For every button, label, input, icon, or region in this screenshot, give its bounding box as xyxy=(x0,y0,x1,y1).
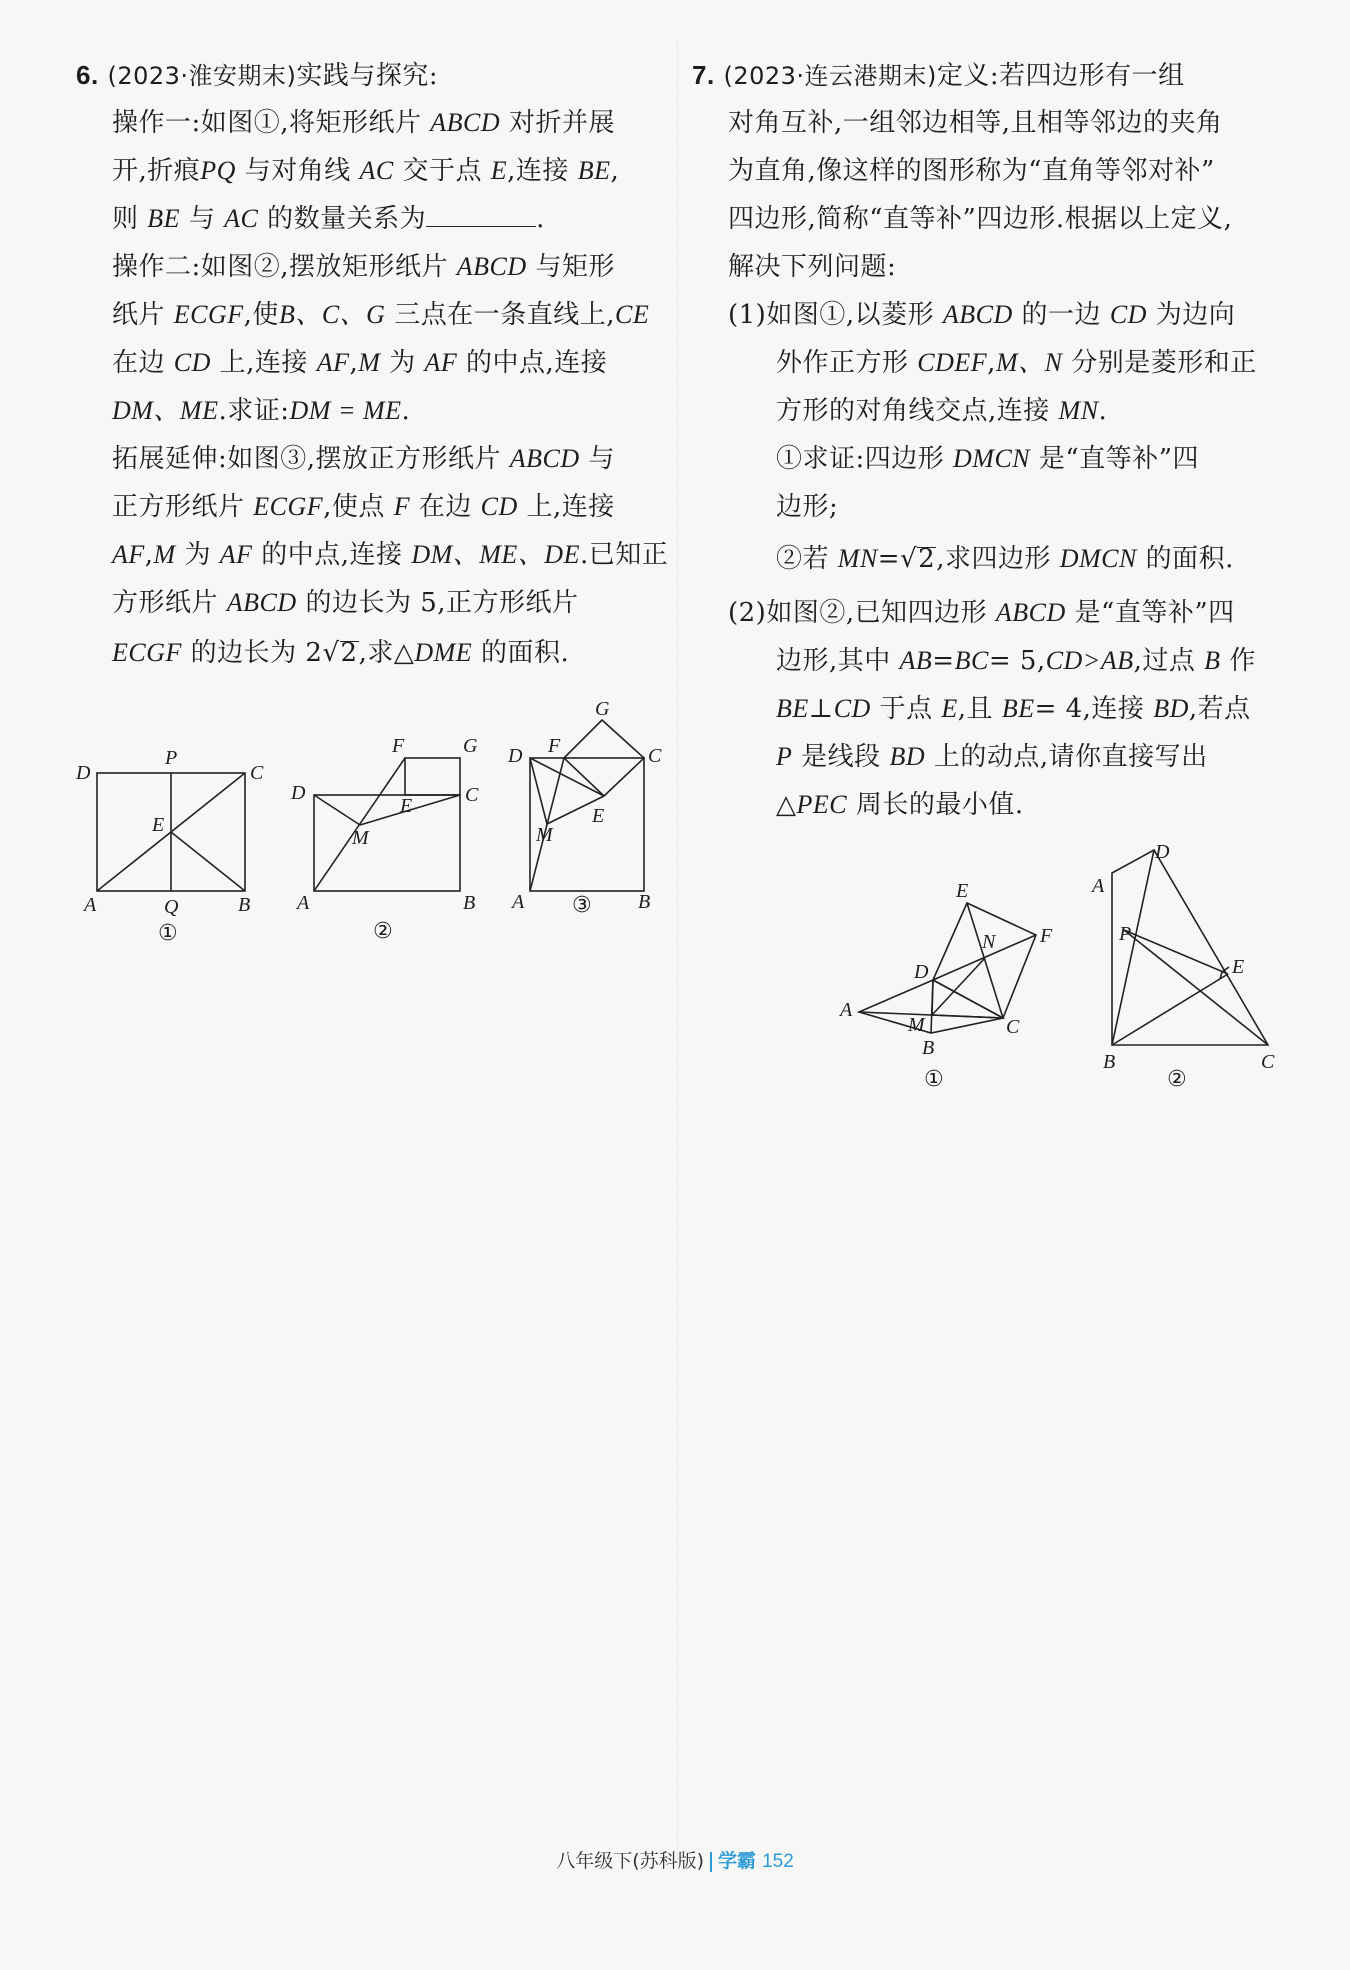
sqrt-sign: √ xyxy=(322,638,340,668)
label-G: G xyxy=(463,735,478,757)
q6-figure-3 xyxy=(500,700,670,930)
label-M: M xyxy=(908,1014,925,1036)
q7-part1-sub1-cont: 边形; xyxy=(776,492,839,522)
page-number: 152 xyxy=(762,1851,794,1872)
label-A: A xyxy=(512,891,525,913)
label-F: F xyxy=(1040,925,1053,947)
q6-header xyxy=(76,58,438,93)
label-E: E xyxy=(400,795,413,817)
label-B: B xyxy=(922,1037,935,1059)
label-D: D xyxy=(508,745,523,767)
q7-figure-2 xyxy=(1085,840,1285,1110)
label-F: F xyxy=(392,735,405,757)
figure-caption: ③ xyxy=(572,893,592,918)
label-E: E xyxy=(152,814,165,836)
q6-ext-line3: AF,M 为 AF 的中点,连接 DM、ME、DE.已知正 xyxy=(112,540,669,570)
q6-source: (2023·淮安期末) xyxy=(107,62,297,90)
q7-part2-line5: △PEC 周长的最小值. xyxy=(776,790,1024,820)
q7-part1-line3: 方形的对角线交点,连接 MN. xyxy=(776,396,1108,426)
q6-ext-line4: 方形纸片 ABCD 的边长为 5,正方形纸片 xyxy=(112,588,579,618)
label-A: A xyxy=(840,999,853,1021)
q7-line5: 解决下列问题: xyxy=(728,252,897,282)
label-G: G xyxy=(595,698,610,720)
q7-line3: 为直角,像这样的图形称为“直角等邻对补” xyxy=(728,156,1215,186)
column-divider xyxy=(677,40,678,1870)
label-B: B xyxy=(1103,1051,1116,1073)
q6-op1-line3: 则 BE 与 AC 的数量关系为 . xyxy=(112,204,545,234)
figure-caption: ② xyxy=(1167,1067,1187,1092)
label-M: M xyxy=(536,824,553,846)
label-A: A xyxy=(1092,875,1105,897)
footer-brand: 学霸 xyxy=(718,1850,757,1872)
q6-op2-line2: 纸片 ECGF,使B、C、G 三点在一条直线上,CE xyxy=(112,300,650,330)
q6-ext-line1: 拓展延伸:如图③,摆放正方形纸片 ABCD 与 xyxy=(112,444,615,474)
q7-line2: 对角互补,一组邻边相等,且相等邻边的夹角 xyxy=(728,108,1223,138)
sqrt-sign: √ xyxy=(900,544,918,574)
answer-blank[interactable] xyxy=(426,202,536,227)
label-B: B xyxy=(463,892,476,914)
q7-part1-line2: 外作正方形 CDEF,M、N 分别是菱形和正 xyxy=(776,348,1257,378)
q6-figure-2 xyxy=(285,728,495,944)
label-E: E xyxy=(592,805,605,827)
label-C: C xyxy=(648,745,662,767)
q7-part2-line1: (2)如图②,已知四边形 ABCD 是“直等补”四 xyxy=(728,598,1235,628)
label-D: D xyxy=(76,762,91,784)
label-A: A xyxy=(297,892,310,914)
q7-part2-line2: 边形,其中 AB=BC= 5,CD>AB,过点 B 作 xyxy=(776,646,1256,676)
q6-op2-line4: DM、ME.求证:DM = ME. xyxy=(112,396,411,426)
q7-part2-line4: P 是线段 BD 上的动点,请你直接写出 xyxy=(776,742,1208,772)
q7-figure-1 xyxy=(830,870,1070,1110)
label-A: A xyxy=(84,894,97,916)
q7-source: (2023·连云港期末) xyxy=(723,62,937,90)
q6-op1-line1: 操作一:如图①,将矩形纸片 ABCD 对折并展 xyxy=(112,108,615,138)
label-F: F xyxy=(548,735,561,757)
figure-caption: ① xyxy=(158,921,178,946)
figure-caption: ① xyxy=(924,1067,944,1092)
label-C: C xyxy=(1261,1051,1275,1073)
q7-number: 7. xyxy=(692,60,715,90)
q6-op1-line2: 开,折痕PQ 与对角线 AC 交于点 E,连接 BE, xyxy=(112,156,620,186)
q6-op2-line1: 操作二:如图②,摆放矩形纸片 ABCD 与矩形 xyxy=(112,252,615,282)
q6-op2-line3: 在边 CD 上,连接 AF,M 为 AF 的中点,连接 xyxy=(112,348,608,378)
page-footer xyxy=(0,1846,1350,1873)
label-C: C xyxy=(250,762,264,784)
figure-caption: ② xyxy=(373,919,393,944)
q7-part1-sub1: ①求证:四边形 DMCN 是“直等补”四 xyxy=(776,444,1200,474)
q7-part1-line1: (1)如图①,以菱形 ABCD 的一边 CD 为边向 xyxy=(728,300,1236,330)
q7-line4: 四边形,简称“直等补”四边形.根据以上定义, xyxy=(728,204,1233,234)
q6-figure-1 xyxy=(70,740,280,946)
footer-grade: 八年级下(苏科版) xyxy=(556,1850,705,1872)
label-B: B xyxy=(638,891,651,913)
q6-ext-line2: 正方形纸片 ECGF,使点 F 在边 CD 上,连接 xyxy=(112,492,615,522)
label-E: E xyxy=(956,880,969,902)
label-E: E xyxy=(1232,956,1245,978)
label-N: N xyxy=(982,931,996,953)
label-P: P xyxy=(1119,923,1132,945)
label-Q: Q xyxy=(164,896,179,918)
label-D: D xyxy=(1155,841,1170,863)
label-B: B xyxy=(238,894,251,916)
label-C: C xyxy=(465,784,479,806)
footer-separator xyxy=(710,1852,712,1872)
q7-part1-sub2: ②若 MN=√2,求四边形 DMCN 的面积. xyxy=(776,544,1234,574)
q6-number: 6. xyxy=(76,60,99,90)
q7-header: 7. (2023·连云港期末)定义:若四边形有一组 xyxy=(692,60,1185,91)
q7-part2-line3: BE⊥CD 于点 E,且 BE= 4,连接 BD,若点 xyxy=(776,694,1251,724)
label-D: D xyxy=(914,961,929,983)
label-P: P xyxy=(165,747,178,769)
label-M: M xyxy=(352,827,369,849)
label-D: D xyxy=(291,782,306,804)
q6-title: 实践与探究: xyxy=(296,61,439,91)
label-C: C xyxy=(1006,1016,1020,1038)
q6-ext-line5: ECGF 的边长为 2√2,求△DME 的面积. xyxy=(112,638,570,668)
